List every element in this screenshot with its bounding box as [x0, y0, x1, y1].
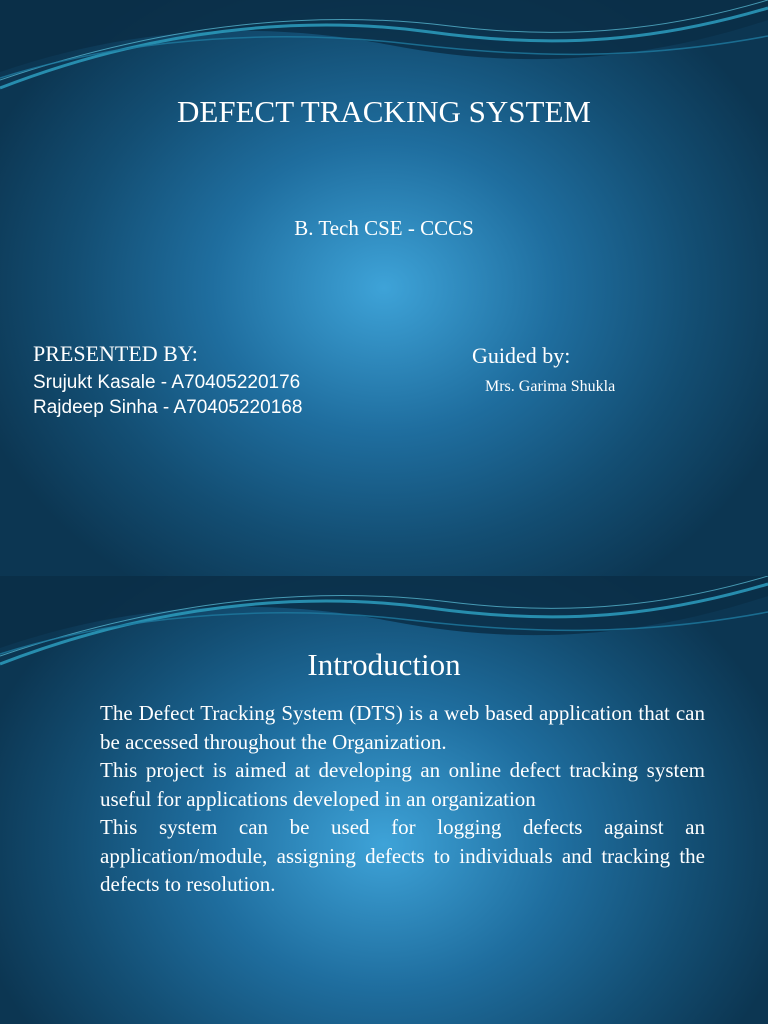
presenter-item: Rajdeep Sinha - A70405220168	[33, 397, 303, 418]
slide-title-text: DEFECT TRACKING SYSTEM	[177, 94, 591, 129]
slide-title-text: Introduction	[307, 647, 461, 682]
presented-by-heading: PRESENTED BY:	[33, 341, 198, 366]
slide-introduction	[0, 576, 768, 1024]
intro-paragraph: This system can be used for logging defects against an application/module, assigning defects to individuals and tracking the defects to resolution.	[100, 815, 705, 896]
introduction-body	[100, 699, 705, 899]
intro-paragraph: This project is aimed at developing an online defect tracking system useful for applications developed in an organization	[100, 758, 705, 811]
presenter-item: Srujukt Kasale - A70405220176	[33, 372, 301, 393]
guide-name: Mrs. Garima Shukla	[485, 378, 616, 395]
intro-paragraph: The Defect Tracking System (DTS) is a web based application that can be accessed throughout the Organization.	[100, 701, 705, 754]
slide-subtitle: B. Tech CSE - CCCS	[294, 216, 474, 240]
guided-by-heading: Guided by:	[472, 343, 571, 368]
